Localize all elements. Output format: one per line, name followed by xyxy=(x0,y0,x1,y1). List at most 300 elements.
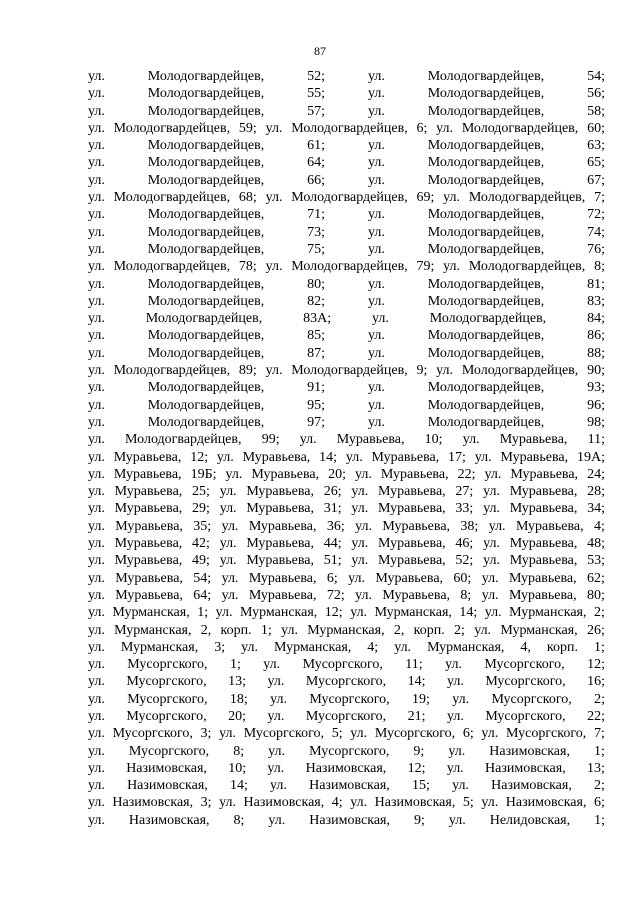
line-word: Муравьева, xyxy=(499,432,568,448)
line-word: 49; xyxy=(192,553,210,569)
line-word: ул. xyxy=(350,795,368,811)
text-line xyxy=(88,172,605,189)
line-word: ул. xyxy=(88,587,105,603)
line-word: 1; xyxy=(229,657,241,673)
line-word: Молодогвардейцев, xyxy=(113,120,231,136)
text-line xyxy=(88,483,605,500)
line-word: ул. xyxy=(88,276,105,292)
line-word: ул. xyxy=(484,605,502,621)
line-word: Мусоргского, xyxy=(127,657,208,673)
line-word: 14; xyxy=(319,449,338,465)
line-word: ул. xyxy=(88,760,105,776)
line-word: ул. xyxy=(219,553,237,569)
line-word: ул. xyxy=(488,518,506,534)
line-word: Молодогвардейцев, xyxy=(145,311,263,327)
line-word: Молодогвардейцев, xyxy=(461,120,579,136)
line-word: Мурманская, xyxy=(509,605,587,621)
line-word: ул. xyxy=(367,293,385,309)
line-word: Молодогвардейцев, xyxy=(461,363,579,379)
line-word: Мусоргского, xyxy=(485,708,566,724)
line-word: 96; xyxy=(587,397,605,413)
line-word: ул. xyxy=(267,760,285,776)
line-word: 82; xyxy=(307,293,326,309)
line-word: ул. xyxy=(443,190,461,206)
line-word: 93; xyxy=(587,380,605,396)
line-word: Муравьева, xyxy=(509,536,578,552)
line-word: Мурманская, xyxy=(307,622,385,638)
line-word: 4; xyxy=(367,639,379,655)
line-word: Молодогвардейцев, xyxy=(147,86,265,102)
line-word: Молодогвардейцев, xyxy=(147,138,265,154)
text-line xyxy=(88,656,605,673)
line-word: 97; xyxy=(307,414,326,430)
line-word: ул. xyxy=(367,103,385,119)
line-word: ул. xyxy=(355,587,372,603)
line-word: Молодогвардейцев, xyxy=(147,103,265,119)
line-word: Мусоргского, xyxy=(112,726,193,742)
line-word: 1; xyxy=(260,622,272,638)
text-line xyxy=(88,310,605,327)
line-word: 29; xyxy=(192,501,210,517)
line-word: ул. xyxy=(225,466,243,482)
line-word: 4, xyxy=(520,639,531,655)
line-word: Мусоргского, xyxy=(128,743,210,759)
line-word: Назимовская, xyxy=(112,795,194,811)
line-word: ул. xyxy=(88,86,105,102)
text-line xyxy=(88,241,605,258)
line-word: Муравьева, xyxy=(378,536,446,552)
line-word: 58; xyxy=(587,103,605,119)
line-word: Молодогвардейцев, xyxy=(427,293,545,309)
line-word: Мусоргского, xyxy=(243,726,324,742)
line-word: 6; xyxy=(416,120,428,136)
line-word: ул. xyxy=(88,622,105,638)
line-word: ул. xyxy=(219,795,236,811)
line-word: 80; xyxy=(586,587,605,603)
line-word: ул. xyxy=(88,605,105,621)
line-word: 3; xyxy=(200,726,212,742)
address-list xyxy=(88,68,605,829)
line-word: Назимовская, xyxy=(309,778,390,794)
line-word: Молодогвардейцев, xyxy=(113,363,231,379)
text-line xyxy=(88,276,605,293)
line-word: Муравьева, xyxy=(371,449,440,465)
line-word: 44; xyxy=(323,536,342,552)
line-word: Назимовская, xyxy=(485,760,566,776)
line-word: 25; xyxy=(192,484,210,500)
line-word: ул. xyxy=(367,397,385,413)
line-word: Молодогвардейцев, xyxy=(427,345,545,361)
line-word: ул. xyxy=(267,674,285,690)
line-word: 86; xyxy=(587,328,605,344)
line-word: 79; xyxy=(416,259,435,275)
line-word: ул. xyxy=(88,155,105,171)
line-word: ул. xyxy=(367,345,385,361)
line-word: ул. xyxy=(88,812,105,828)
line-word: Молодогвардейцев, xyxy=(427,224,545,240)
line-word: 26; xyxy=(586,622,605,638)
line-word: корп. xyxy=(546,639,578,655)
line-word: Молодогвардейцев, xyxy=(427,172,545,188)
line-word: 13; xyxy=(587,760,605,776)
line-word: Нелидовская, xyxy=(489,812,571,828)
line-word: 36; xyxy=(326,518,345,534)
line-word: ул. xyxy=(88,414,105,430)
line-word: ул. xyxy=(268,743,286,759)
line-word: 78; xyxy=(238,259,257,275)
line-word: 75; xyxy=(307,241,326,257)
line-word: ул. xyxy=(88,536,105,552)
line-word: 27; xyxy=(455,484,474,500)
line-word: Муравьева, xyxy=(248,518,317,534)
line-word: Мусоргского, xyxy=(484,657,565,673)
text-line xyxy=(88,189,605,206)
line-word: 64; xyxy=(193,587,212,603)
line-word: Назимовская, xyxy=(491,778,572,794)
line-word: 61; xyxy=(307,138,326,154)
line-word: ул. xyxy=(88,726,105,742)
line-word: Муравьева, xyxy=(509,501,578,517)
line-word: ул. xyxy=(88,657,105,673)
line-word: ул. xyxy=(474,622,492,638)
line-word: Молодогвардейцев, xyxy=(147,155,265,171)
line-word: ул. xyxy=(88,311,105,327)
line-word: 20; xyxy=(228,708,246,724)
text-line xyxy=(88,777,605,794)
text-line xyxy=(88,345,605,362)
line-word: Муравьева, xyxy=(510,466,579,482)
text-line xyxy=(88,397,605,414)
line-word: Муравьева, xyxy=(246,501,314,517)
line-word: Молодогвардейцев, xyxy=(147,328,265,344)
line-word: 76; xyxy=(587,241,605,257)
line-word: ул. xyxy=(351,484,369,500)
line-word: ул. xyxy=(88,120,105,136)
line-word: 38; xyxy=(460,518,479,534)
line-word: ул. xyxy=(88,172,105,188)
line-word: 84; xyxy=(587,311,605,327)
line-word: 1; xyxy=(594,743,605,759)
line-word: ул. xyxy=(88,103,105,119)
line-word: 60; xyxy=(587,120,605,136)
line-word: 2, xyxy=(393,622,405,638)
line-word: 33; xyxy=(455,501,474,517)
line-word: 12; xyxy=(407,760,426,776)
text-line xyxy=(88,224,605,241)
line-word: ул. xyxy=(448,743,466,759)
line-word: ул. xyxy=(265,120,283,136)
line-word: Муравьева, xyxy=(242,449,311,465)
line-word: ул. xyxy=(88,190,105,206)
line-word: ул. xyxy=(219,501,237,517)
line-word: ул. xyxy=(355,518,372,534)
line-word: 6; xyxy=(462,726,474,742)
line-word: ул. xyxy=(88,570,105,586)
line-word: ул. xyxy=(281,622,298,638)
line-word: Молодогвардейцев, xyxy=(147,397,265,413)
line-word: Муравьева, xyxy=(246,484,314,500)
text-line xyxy=(88,414,605,431)
line-word: 2; xyxy=(454,622,465,638)
line-word: Мусоргского, xyxy=(506,726,587,742)
line-word: ул. xyxy=(351,536,369,552)
line-word: ул. xyxy=(215,605,233,621)
text-line xyxy=(88,639,605,656)
line-word: 69; xyxy=(416,190,435,206)
line-word: Муравьева, xyxy=(375,570,444,586)
text-line xyxy=(88,691,605,708)
line-word: 19; xyxy=(411,691,430,707)
text-line xyxy=(88,794,605,811)
line-word: 95; xyxy=(307,397,326,413)
line-word: 7; xyxy=(593,726,605,742)
line-word: ул. xyxy=(436,120,454,136)
line-word: 51; xyxy=(323,553,342,569)
line-word: ул. xyxy=(481,570,499,586)
line-word: Муравьева, xyxy=(246,536,314,552)
line-word: Назимовская, xyxy=(305,760,387,776)
line-word: Муравьева, xyxy=(114,484,183,500)
line-word: Муравьева, xyxy=(380,466,449,482)
line-word: 8; xyxy=(233,743,245,759)
line-word: Муравьева, xyxy=(113,449,182,465)
line-word: Молодогвардейцев, xyxy=(427,414,545,430)
line-word: ул. xyxy=(265,363,283,379)
line-word: ул. xyxy=(88,380,105,396)
line-word: ул. xyxy=(88,363,105,379)
line-word: Назимовская, xyxy=(243,795,325,811)
line-word: 72; xyxy=(587,207,605,223)
line-word: ул. xyxy=(481,587,499,603)
line-word: Муравьева, xyxy=(500,449,569,465)
line-word: ул. xyxy=(88,449,105,465)
line-word: ул. xyxy=(88,293,105,309)
text-line xyxy=(88,466,605,483)
line-word: 22; xyxy=(457,466,476,482)
line-word: 11; xyxy=(587,432,605,448)
line-word: 4; xyxy=(593,518,605,534)
line-word: 3; xyxy=(214,639,226,655)
line-word: 56; xyxy=(587,86,605,102)
line-word: Муравьева, xyxy=(509,484,578,500)
line-word: 66; xyxy=(307,172,326,188)
line-word: 52; xyxy=(455,553,474,569)
line-word: 52; xyxy=(307,69,326,84)
line-word: ул. xyxy=(481,795,499,811)
text-line xyxy=(88,743,605,760)
line-word: ул. xyxy=(88,69,105,84)
line-word: 59; xyxy=(238,120,257,136)
line-word: 88; xyxy=(587,345,605,361)
line-word: Назимовская, xyxy=(374,795,456,811)
line-word: ул. xyxy=(88,708,105,724)
line-word: ул. xyxy=(88,778,105,794)
text-line xyxy=(88,622,605,639)
line-word: Муравьева, xyxy=(508,587,577,603)
line-word: Молодогвардейцев, xyxy=(427,241,545,257)
line-word: Молодогвардейцев, xyxy=(125,432,242,448)
line-word: 31; xyxy=(323,501,342,517)
line-word: 12; xyxy=(324,605,343,621)
line-word: ул. xyxy=(219,726,237,742)
line-word: Муравьева, xyxy=(509,553,578,569)
line-word: ул. xyxy=(88,553,105,569)
line-word: 54; xyxy=(587,69,605,84)
line-word: 48; xyxy=(587,536,605,552)
line-word: Мурманская, xyxy=(273,639,352,655)
text-line xyxy=(88,103,605,120)
line-word: 18; xyxy=(229,691,248,707)
line-word: Молодогвардейцев, xyxy=(147,276,265,292)
line-word: 71; xyxy=(307,207,326,223)
line-word: ул. xyxy=(219,484,237,500)
line-word: Мусоргского, xyxy=(485,674,566,690)
text-line xyxy=(88,431,605,448)
line-word: Молодогвардейцев, xyxy=(427,103,545,119)
line-word: ул. xyxy=(367,380,385,396)
text-line xyxy=(88,587,605,604)
line-word: ул. xyxy=(367,155,385,171)
line-word: ул. xyxy=(351,501,369,517)
line-word: Молодогвардейцев, xyxy=(427,69,545,84)
line-word: ул. xyxy=(88,397,105,413)
line-word: 7; xyxy=(594,190,605,206)
line-word: Молодогвардейцев, xyxy=(427,380,545,396)
line-word: Мусоргского, xyxy=(305,708,387,724)
line-word: 9; xyxy=(413,743,425,759)
line-word: Молодогвардейцев, xyxy=(427,86,545,102)
text-line xyxy=(88,708,605,725)
text-line xyxy=(88,500,605,517)
text-line xyxy=(88,673,605,690)
line-word: Муравьева, xyxy=(378,553,446,569)
line-word: ул. xyxy=(270,778,287,794)
line-word: 64; xyxy=(307,155,326,171)
line-word: Молодогвардейцев, xyxy=(147,207,265,223)
line-word: ул. xyxy=(88,241,105,257)
line-word: ул. xyxy=(221,587,239,603)
line-word: 8; xyxy=(460,587,472,603)
line-word: Муравьева, xyxy=(114,501,183,517)
line-word: ул. xyxy=(462,432,480,448)
line-word: 53; xyxy=(587,553,605,569)
line-word: ул. xyxy=(445,657,462,673)
line-word: 5; xyxy=(462,795,474,811)
line-word: Назимовская, xyxy=(505,795,587,811)
line-word: Мурманская, xyxy=(114,622,192,638)
line-word: Молодогвардейцев, xyxy=(147,69,265,84)
line-word: Молодогвардейцев, xyxy=(291,259,408,275)
line-word: ул. xyxy=(367,69,385,84)
line-word: 65; xyxy=(587,155,605,171)
line-word: 5; xyxy=(331,726,343,742)
text-line xyxy=(88,120,605,137)
text-line xyxy=(88,812,605,829)
line-word: 22; xyxy=(587,708,605,724)
line-word: 13; xyxy=(228,674,246,690)
line-word: Молодогвардейцев, xyxy=(147,224,265,240)
line-word: 9; xyxy=(416,363,428,379)
line-word: 1; xyxy=(197,605,209,621)
line-word: ул. xyxy=(452,691,470,707)
line-word: Мурманская, xyxy=(239,605,318,621)
line-word: 89; xyxy=(238,363,257,379)
text-line xyxy=(88,604,605,621)
line-word: ул. xyxy=(299,432,317,448)
line-word: Назимовская, xyxy=(126,760,207,776)
line-word: 20; xyxy=(328,466,346,482)
line-word: 42; xyxy=(192,536,210,552)
line-word: ул. xyxy=(483,536,500,552)
line-word: ул. xyxy=(88,501,105,517)
line-word: Назимовская, xyxy=(127,778,208,794)
line-word: ул. xyxy=(394,639,412,655)
text-line xyxy=(88,85,605,102)
line-word: ул. xyxy=(88,674,105,690)
line-word: 2, xyxy=(200,622,212,638)
line-word: Молодогвардейцев, xyxy=(113,190,231,206)
line-word: 54; xyxy=(193,570,212,586)
line-word: ул. xyxy=(483,553,500,569)
line-word: Молодогвардейцев, xyxy=(429,311,547,327)
line-word: 12; xyxy=(190,449,209,465)
line-word: ул. xyxy=(484,466,502,482)
line-word: 83; xyxy=(587,293,605,309)
line-word: ул. xyxy=(88,484,105,500)
line-word: 11; xyxy=(405,657,423,673)
line-word: Молодогвардейцев, xyxy=(468,190,586,206)
line-word: Мурманская, xyxy=(120,639,199,655)
line-word: Мусоргского, xyxy=(491,691,572,707)
line-word: Назимовская, xyxy=(309,812,390,828)
line-word: 72; xyxy=(326,587,345,603)
line-word: Назимовская, xyxy=(128,812,210,828)
line-word: Муравьева, xyxy=(336,432,405,448)
line-word: 46; xyxy=(455,536,474,552)
line-word: Муравьева, xyxy=(246,553,314,569)
line-word: ул. xyxy=(443,259,461,275)
line-word: ул. xyxy=(221,570,239,586)
line-word: 8; xyxy=(233,812,245,828)
line-word: ул. xyxy=(265,259,283,275)
line-word: 14; xyxy=(459,605,478,621)
line-word: Молодогвардейцев, xyxy=(147,380,265,396)
line-word: Мурманская, xyxy=(500,622,578,638)
text-line xyxy=(88,68,605,85)
line-word: 26; xyxy=(323,484,342,500)
line-word: Молодогвардейцев, xyxy=(291,190,408,206)
line-word: 15; xyxy=(411,778,430,794)
line-word: ул. xyxy=(88,466,105,482)
line-word: Мусоргского, xyxy=(305,674,387,690)
line-word: Муравьева, xyxy=(115,518,183,534)
line-word: Мусоргского, xyxy=(309,691,390,707)
line-word: ул. xyxy=(367,172,385,188)
line-word: Муравьева, xyxy=(114,536,183,552)
line-word: Молодогвардейцев, xyxy=(147,414,265,430)
line-word: Молодогвардейцев, xyxy=(147,345,265,361)
line-word: Молодогвардейцев, xyxy=(427,276,545,292)
line-word: ул. xyxy=(88,259,105,275)
line-word: 14; xyxy=(229,778,248,794)
text-line xyxy=(88,535,605,552)
line-word: ул. xyxy=(367,276,385,292)
line-word: ул. xyxy=(481,726,499,742)
text-line xyxy=(88,725,605,742)
line-word: 62; xyxy=(586,570,605,586)
line-word: Молодогвардейцев, xyxy=(468,259,586,275)
line-word: 8; xyxy=(594,259,605,275)
